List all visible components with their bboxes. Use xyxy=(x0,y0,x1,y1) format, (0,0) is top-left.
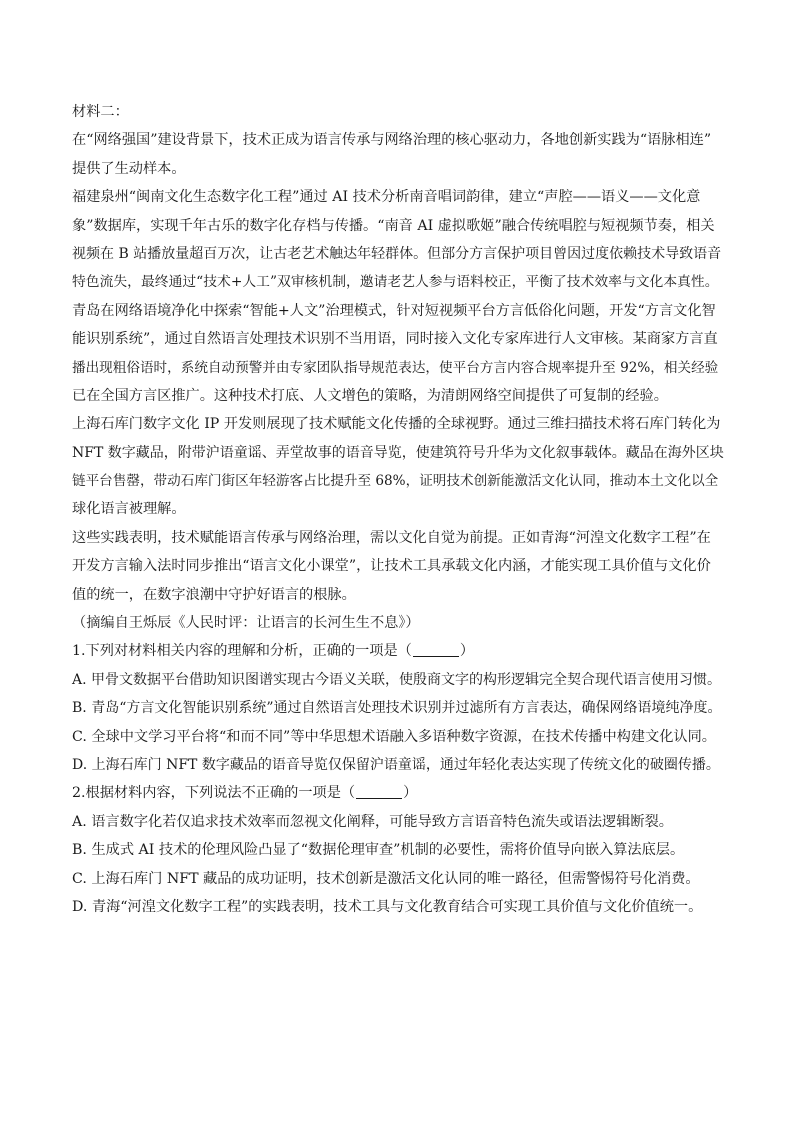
option-c: C. 上海石库门 NFT 藏品的成功证明，技术创新是激活文化认同的唯一路径，但需警惕符号化消费。 xyxy=(72,870,700,887)
text-line: 在“网络强国”建设背景下，技术正成为语言传承与网络治理的核心驱动力，各地创新实践为“语脉相连” xyxy=(72,132,712,149)
text-line: 链平台售罄，带动石库门街区年轻游客占比提升至 68%，证明技术创新能激活文化认同，推动本土文化以全 xyxy=(72,473,719,490)
question-1 xyxy=(72,637,722,779)
text-line: 特色流失，最终通过“技术+人工”双审核机制，邀请老艺人参与语料校正，平衡了技术效率与文化本真性。 xyxy=(72,274,719,291)
question-stem xyxy=(72,779,722,807)
question-stem-text: 1.下列对材料相关内容的理解和分析，正确的一项是（ xyxy=(72,643,412,660)
question-2 xyxy=(72,779,722,921)
option-a: A. 语言数字化若仅追求技术效率而忽视文化阐释，可能导致方言语音特色流失或语法逻辑断裂。 xyxy=(72,813,673,830)
option-c: C. 全球中文学习平台将“和而不同”等中华思想术语融入多语种数字资源，在技术传播中构建文化认同。 xyxy=(72,728,716,745)
option-a: A. 甲骨文数据平台借助知识图谱实现古今语义关联，使殷商文字的构形逻辑完全契合现代语言使用习惯。 xyxy=(72,671,722,688)
document-page xyxy=(72,98,722,921)
text-line: 提供了生动样本。 xyxy=(72,160,186,177)
paragraph-4 xyxy=(72,410,722,524)
text-line: NFT 数字藏品，附带沪语童谣、弄堂故事的语音导览，使建筑符号升华为文化叙事载体。藏品在海外区块 xyxy=(72,444,724,461)
answer-blank[interactable] xyxy=(356,784,402,799)
text-line: 开发方言输入法时同步推出“语言文化小课堂”，让技术工具承载文化内涵，才能实现工具价值与文化价 xyxy=(72,558,711,575)
question-stem-close: ） xyxy=(459,643,475,660)
text-line: 已在全国方言区推广。这种技术打底、人文增色的策略，为清朗网络空间提供了可复制的经验。 xyxy=(72,387,668,404)
text-line: 青岛在网络语境净化中探索“智能+人文”治理模式，针对短视频平台方言低俗化问题，开发“方言文化智 xyxy=(72,302,716,319)
text-line: 视频在 B 站播放量超百万次，让古老艺术触达年轻群体。但部分方言保护项目曾因过度依赖技术导致语音 xyxy=(72,245,722,262)
text-line: 上海石库门数字文化 IP 开发则展现了技术赋能文化传播的全球视野。通过三维扫描技术将石库门转化为 xyxy=(72,416,721,433)
paragraph-2 xyxy=(72,183,722,297)
option-b: B. 生成式 AI 技术的伦理风险凸显了“数据伦理审查”机制的必要性，需将价值导向嵌入算法底层。 xyxy=(72,842,685,859)
option-d: D. 青海“河湟文化数字工程”的实践表明，技术工具与文化教育结合可实现工具价值与文化价值统一。 xyxy=(72,898,703,915)
option-d: D. 上海石库门 NFT 数字藏品的语音导览仅保留沪语童谣，通过年轻化表达实现了传统文化的破圈传播。 xyxy=(72,756,720,773)
material-label: 材料二： xyxy=(72,104,129,120)
question-stem-text: 2.根据材料内容，下列说法不正确的一项是（ xyxy=(72,785,356,802)
text-line: 球化语言被理解。 xyxy=(72,501,186,518)
question-stem-close: ） xyxy=(403,785,418,802)
text-line: 能识别系统”，通过自然语言处理技术识别不当用语，同时接入文化专家库进行人文审核。某商家方言直 xyxy=(72,331,718,348)
source-note: （摘编自王烁辰《人民时评：让语言的长河生生不息》） xyxy=(72,615,420,632)
text-line: 值的统一，在数字浪潮中守护好语言的根脉。 xyxy=(72,586,356,603)
paragraph-3 xyxy=(72,297,722,411)
text-line: 这些实践表明，技术赋能语言传承与网络治理，需以文化自觉为前提。正如青海“河湟文化数字工程”在 xyxy=(72,529,711,546)
answer-blank[interactable] xyxy=(413,642,459,657)
paragraph-1 xyxy=(72,126,722,183)
option-b: B. 青岛“方言文化智能识别系统”通过自然语言处理技术识别并过滤所有方言表达，确保网络语境纯净度。 xyxy=(72,700,722,717)
question-stem xyxy=(72,637,722,665)
text-line: 象”数据库，实现千年古乐的数字化存档与传播。“南音 AI 虚拟歌姬”融合传统唱腔与短视频节奏，相关 xyxy=(72,217,715,234)
paragraph-5 xyxy=(72,524,722,609)
text-line: 播出现粗俗语时，系统自动预警并由专家团队指导规范表达，使平台方言内容合规率提升至 92%，相关经验 xyxy=(72,359,719,376)
text-line: 福建泉州“闽南文化生态数字化工程”通过 AI 技术分析南音唱词韵律，建立“声腔——语义——文化意 xyxy=(72,189,701,206)
